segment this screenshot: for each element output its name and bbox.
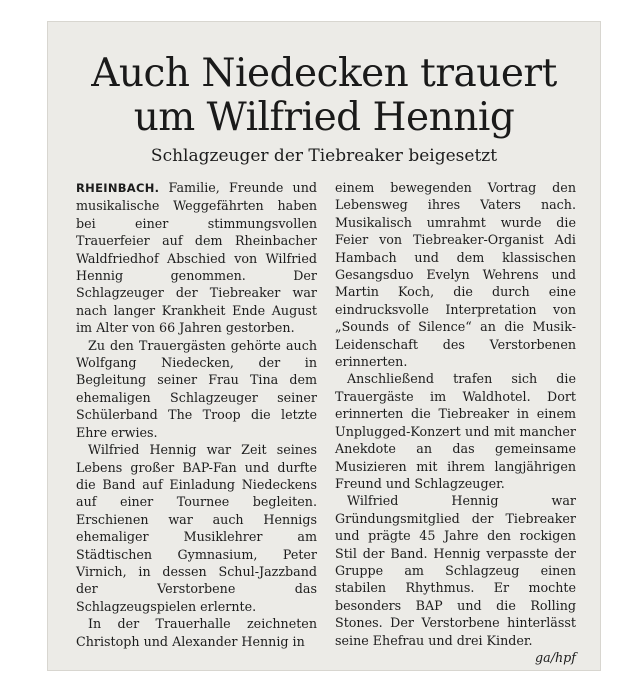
- paragraph: In der Trauerhalle zeichneten Christoph und Alexander Hennig in: [76, 616, 317, 649]
- paragraph: Anschließend trafen sich die Trauergäste im Waldhotel. Dort erinnerten die Tiebreaker in einem Unplugged-Konzert und mit mancher Anekdote an das gemeinsame Musizieren mit ihrem langjährigen Freund und Schlagzeuger.: [335, 371, 576, 491]
- paragraph: [335, 492, 576, 665]
- newspaper-clipping: [48, 22, 600, 670]
- headline-line-1: Auch Niedecken trauert: [91, 51, 557, 96]
- author-initials: ga/hpf: [535, 649, 576, 665]
- paragraph: Wilfried Hennig war Zeit seines Lebens großer BAP-Fan und durfte die Band auf Einladung Niedeckens auf einer Tournee begleiten. Erschienen war auch Hennigs ehemaliger Musiklehrer am Städtischen Gymnasium, Peter Virnich, in dessen Schul-Jazzband der Verstorbene das Schlagzeugspielen erlernte.: [76, 442, 317, 614]
- headline-line-2: um Wilfried Hennig: [133, 95, 515, 140]
- column-left: [76, 179, 317, 666]
- subheadline: Schlagzeuger der Tiebreaker beigesetzt: [150, 146, 498, 166]
- paragraph-text: Wilfried Hennig war Gründungsmitglied der Tiebreaker und prägte 45 Jahre den rockigen Stil der Band. Hennig verpasste der Gruppe am Schlagzeug einen stabilen Rhythmus. Er mochte besonders BAP und die Rolling Stones. Der Verstorbene hinterlässt seine Ehefrau und drei Kinder.: [335, 493, 576, 648]
- column-right: [335, 179, 576, 666]
- article-body: [76, 179, 576, 666]
- headline: [48, 52, 600, 140]
- paragraph: Zu den Trauergästen gehörte auch Wolfgang Niedecken, der in Begleitung seiner Frau Tina dem ehemaligen Schlagzeuger seiner Schülerband The Troop die letzte Ehre erwies.: [76, 337, 317, 440]
- paragraph-text: Familie, Freunde und musikalische Weggefährten haben bei einer stimmungsvollen Trauerfeier auf dem Rheinbacher Waldfriedhof Abschied von Wilfried Hennig genommen. Der Schlagzeuger der Tiebreaker war nach langer Krankheit Ende August im Alter von 66 Jahren gestorben.: [76, 180, 317, 336]
- dateline: RHEINBACH.: [76, 181, 160, 195]
- paragraph: einem bewegenden Vortrag den Lebensweg ihres Vaters nach. Musikalisch umrahmt wurde die Feier von Tiebreaker-Organist Adi Hambach und dem klassischen Gesangsduo Evelyn Wehrens und Martin Koch, die durch eine eindrucksvolle Interpretation von „Sounds of Silence“ an die Musik-Leidenschaft des Verstorbenen erinnerten.: [335, 180, 576, 370]
- paragraph: [76, 179, 317, 337]
